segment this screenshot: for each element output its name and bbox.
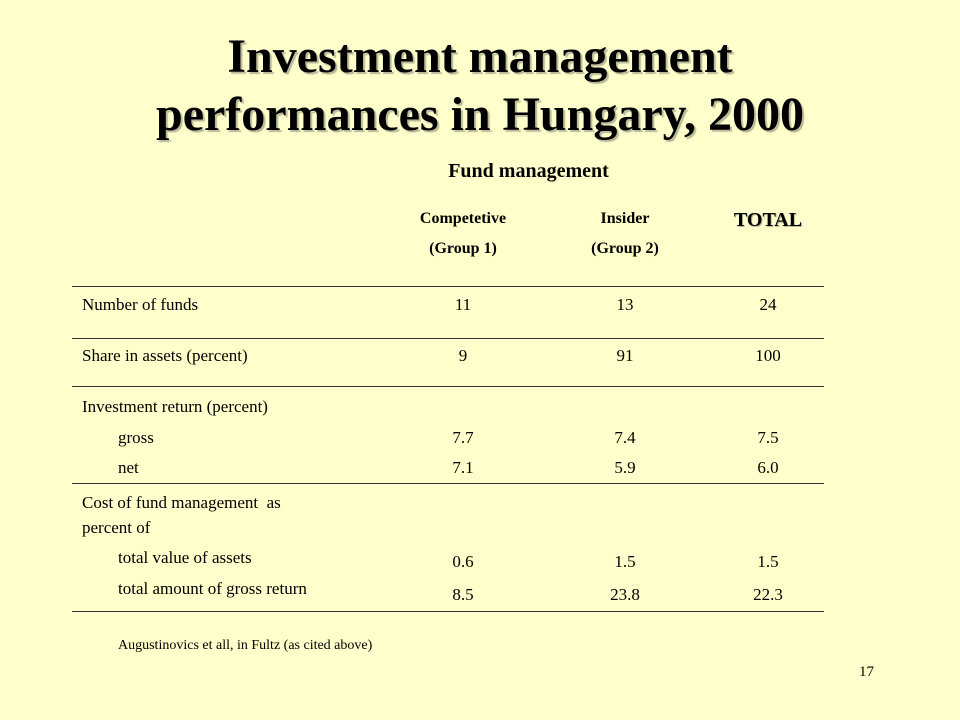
row-label-net: net — [118, 458, 139, 477]
table-rule — [72, 286, 824, 287]
cell-assets-total: 1.5 — [757, 552, 779, 571]
cell-net-group1: 7.1 — [452, 458, 474, 477]
cell-gross-return-group2: 23.8 — [610, 585, 640, 604]
row-label-cost-header: Cost of fund management as — [82, 493, 281, 512]
cell-assets-group2: 1.5 — [614, 552, 636, 571]
cell-net-group2: 5.9 — [614, 458, 636, 477]
title-line-1: Investment management — [227, 30, 733, 83]
row-label-share-in-assets: Share in assets (percent) — [82, 346, 248, 365]
group2-name: Insider — [600, 210, 650, 227]
cell-funds-group1: 11 — [454, 295, 472, 314]
column-header-total: TOTAL — [733, 209, 803, 231]
cell-gross-group2: 7.4 — [614, 428, 636, 447]
cell-assets-group1: 0.6 — [452, 552, 474, 571]
cell-gross-total: 7.5 — [757, 428, 779, 447]
table-rule — [72, 338, 824, 339]
row-label-cost-header-2: percent of — [82, 518, 151, 537]
table-subtitle: Fund management — [448, 160, 609, 182]
cell-gross-return-total: 22.3 — [753, 585, 783, 604]
row-label-total-gross-return: total amount of gross return — [118, 579, 307, 598]
table-rule — [72, 386, 824, 387]
table-rule — [72, 483, 824, 484]
cell-funds-total: 24 — [759, 295, 777, 314]
column-header-group2 — [565, 204, 685, 264]
cell-gross-group1: 7.7 — [452, 428, 474, 447]
group1-sub: (Group 1) — [429, 240, 497, 257]
row-label-investment-return: Investment return (percent) — [82, 397, 268, 416]
title-line-2: performances in Hungary, 2000 — [156, 88, 804, 141]
cell-share-group2: 91 — [616, 346, 634, 365]
row-label-gross: gross — [118, 428, 154, 447]
cell-share-total: 100 — [755, 346, 781, 365]
cell-gross-return-group1: 8.5 — [452, 585, 474, 604]
source-note: Augustinovics et all, in Fultz (as cited above) — [118, 638, 373, 653]
column-header-group1 — [400, 204, 526, 264]
group1-name: Competetive — [419, 210, 507, 227]
cell-net-total: 6.0 — [757, 458, 779, 477]
cell-share-group1: 9 — [458, 346, 468, 365]
slide-title — [0, 28, 960, 144]
table-rule — [72, 611, 824, 612]
row-label-total-value-of-assets: total value of assets — [118, 548, 252, 567]
page-number: 17 — [859, 664, 874, 680]
group2-sub: (Group 2) — [591, 240, 659, 257]
row-label-number-of-funds: Number of funds — [82, 295, 199, 314]
cell-funds-group2: 13 — [616, 295, 634, 314]
